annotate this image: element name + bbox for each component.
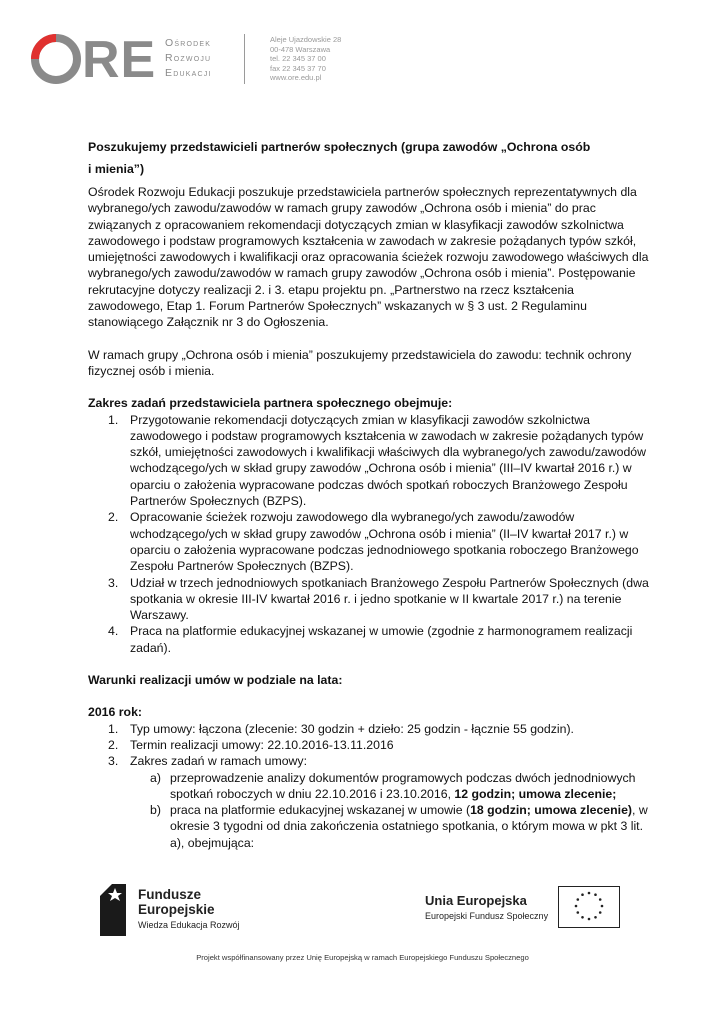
document-body [88, 136, 650, 851]
footnote: Projekt współfinansowany przez Unię Europejską w ramach Europejskiego Funduszu Społecznego [196, 953, 529, 962]
conditions-heading: Warunki realizacji umów w podziale na lata: [88, 673, 343, 688]
scope-sublist [88, 770, 650, 851]
header-divider [244, 34, 245, 84]
list-item: 1. Przygotowanie rekomendacji dotyczących zmian w klasyfikacji zawodów szkolnictwa zawodowego i podstaw programowych kształcenia w zawodach w zakresie pożądanych typów szkół, umiejętności zawodowych i kwalifikacji właściwych dla wybranego/ych zawodu/zawodów wchodzącego/ych w skład grupy zawodów „Ochrona osób i mienia” (III–IV kwartał 2016 r.) w oparciu o założenia wypracowane podczas dwóch spotkań roboczych Branżowego Zespołu Partnerów Społecznych (BZPS). [108, 412, 647, 509]
org-name: Ośrodek Rozwoju Edukacji [165, 37, 212, 79]
list-item: a) przeprowadzenie analizy dokumentów programowych podczas dwóch jednodniowych spotkań roboczych w dniu 22.10.2016 i 23.10.2016, 12 godzin; umowa zlecenie; [150, 770, 636, 801]
ore-logo: RE [30, 30, 155, 88]
list-item: 2. Opracowanie ścieżek rozwoju zawodowego dla wybranego/ych zawodu/zawodów wchodzącego/ych w skład grupy zawodów „Ochrona osób i mienia” (II–IV kwartał 2017 r.) w oparciu o założenia wypracowane podczas jednodniowego spotkania roboczego Branżowego Zespołu Partnerów Społecznych (BZPS). [108, 510, 639, 574]
ue-label: Unia Europejska Europejski Fundusz Społeczny [425, 893, 549, 921]
eu-flag-icon [558, 886, 620, 928]
year-heading: 2016 rok: [88, 705, 143, 720]
list-item: 1. Typ umowy: łączona (zlecenie: 30 godzin + dzieło: 25 godzin - łącznie 55 godzin). [108, 721, 574, 736]
list-item: 4. Praca na platformie edukacyjnej wskazanej w umowie (zgodnie z harmonogramem realizacji zadań). [108, 624, 633, 655]
list-item: 3. Udział w trzech jednodniowych spotkaniach Branżowego Zespołu Partnerów Społecznych (dwa spotkania w okresie III-IV kwartał 2016 r. i jedno spotkanie w II kwartale 2017 r.) na terenie Warszawy. [108, 575, 649, 623]
fundusze-europejskie-mark-icon [98, 880, 128, 936]
group-paragraph: W ramach grupy „Ochrona osób i mienia” poszukujemy przedstawiciela do zawodu: technik ochrony fizycznej osób i mienia. [88, 347, 632, 378]
list-item: b) praca na platformie edukacyjnej wskazanej w umowie (18 godzin; umowa zlecenie), w okresie 3 tygodni od dnia zakończenia ostatniego spotkania, o którym mowa w pkt 3 lit. a), obejmująca: [150, 803, 648, 850]
list-item: 2. Termin realizacji umowy: 22.10.2016-13.11.2016 [108, 737, 394, 752]
intro-paragraph: Ośrodek Rozwoju Edukacji poszukuje przedstawiciela partnerów społecznych reprezentatywnych dla wybranego/ych zawodu/zawodów w ramach grupy zawodów „Ochrona osób i mienia” do prac związanych z opracowaniem rekomendacji dotyczących zmian w klasyfikacji zawodów szkolnictwa zawodowego i podstaw programowych kształcenia w zawodach w zakresie pożądanych typów szkół, umiejętności zawodowych i kwalifikacji oraz opracowania ścieżek rozwoju zawodowego właściwych dla wybranego/ych zawodu/zawodów w ramach grupy zawodów „Ochrona osób i mienia”. Postępowanie rekrutacyjne dotyczy realizacji 2. i 3. etapu projektu pn. „Partnerstwo na rzecz kształcenia zawodowego, Etap 1. Forum Partnerów Społecznych” wskazanych w § 3 ust. 2 Regulaminu stanowiącego Załącznik nr 3 do Ogłoszenia. [88, 185, 649, 330]
document-title: Poszukujemy przedstawicieli partnerów społecznych (grupa zawodów „Ochrona osób i mienia”) [88, 140, 591, 176]
ore-logo-mark-icon [30, 33, 82, 85]
fundusze-europejskie-logo: Fundusze Europejskie Wiedza Edukacja Rozwój [98, 880, 268, 940]
tasks-heading: Zakres zadań przedstawiciela partnera społecznego obejmuje: [88, 396, 453, 411]
year-list [88, 721, 650, 770]
tasks-list [88, 412, 650, 656]
address-block: Aleje Ujazdowskie 28 00-478 Warszawa tel. 22 345 37 00 fax 22 345 37 70 www.ore.edu.pl [270, 35, 342, 83]
list-item: 3. Zakres zadań w ramach umowy: [108, 754, 308, 769]
